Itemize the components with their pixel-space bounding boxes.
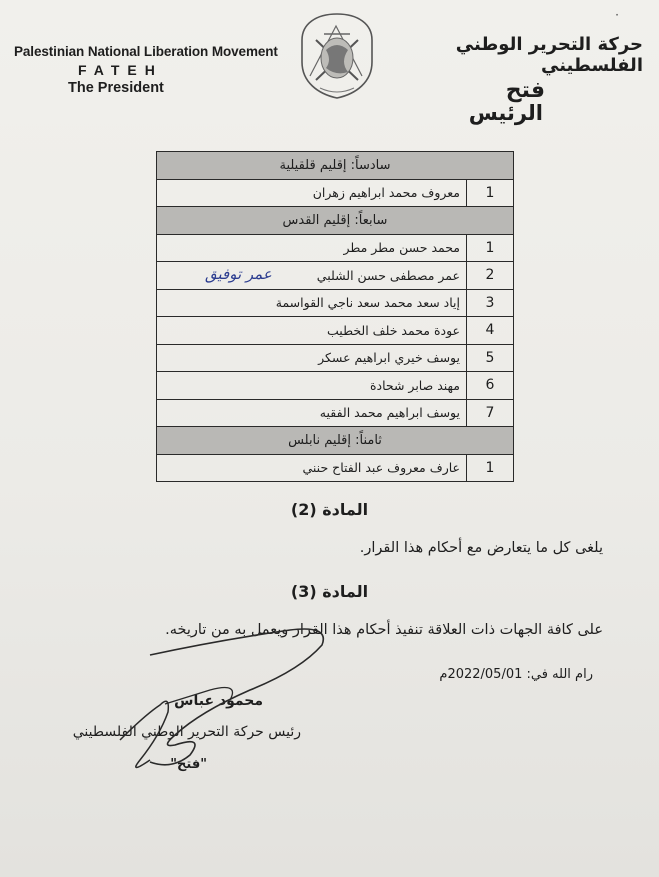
- section-header-row: [157, 152, 514, 180]
- section-header-row: [157, 427, 514, 455]
- signatory-title: رئيس حركة التحرير الوطني الفلسطيني: [72, 724, 301, 740]
- appointees-table: [156, 151, 514, 482]
- corner-mark: ·: [615, 8, 619, 22]
- table-row: [157, 372, 514, 400]
- row-number: 1: [467, 454, 514, 482]
- person-name: يوسف خيري ابراهيم عسكر: [157, 344, 467, 372]
- person-name-with-note: [157, 262, 467, 290]
- fateh-english: FATEH: [78, 62, 163, 78]
- fateh-arabic: فتح: [505, 78, 545, 103]
- signatory-party: "فتح": [170, 757, 207, 772]
- row-number: 6: [467, 372, 514, 400]
- section-title-jerusalem: سابعاً: إقليم القدس: [157, 207, 514, 235]
- person-name: عودة محمد خلف الخطيب: [157, 317, 467, 345]
- table-row: [157, 234, 514, 262]
- section-title-nablus: ثامناً: إقليم نابلس: [157, 427, 514, 455]
- person-name: معروف محمد ابراهيم زهران: [157, 179, 467, 207]
- table-row: [157, 399, 514, 427]
- person-name: عارف معروف عبد الفتاح حنني: [157, 454, 467, 482]
- row-number: 2: [467, 262, 514, 290]
- table-row: [157, 262, 514, 290]
- letterhead-arabic: [353, 34, 643, 125]
- section-title-qalqilya: سادساً: إقليم قلقيلية: [157, 152, 514, 180]
- article-3-text: على كافة الجهات ذات العلاقة تنفيذ أحكام هذا القرار ويعمل به من تاريخه.: [165, 622, 603, 638]
- row-number: 1: [467, 234, 514, 262]
- president-arabic: الرئيس: [468, 101, 543, 125]
- table-row: [157, 344, 514, 372]
- table-row: [157, 454, 514, 482]
- row-number: 3: [467, 289, 514, 317]
- president-english: The President: [68, 80, 164, 96]
- person-name: مهند صابر شحادة: [157, 372, 467, 400]
- org-name-arabic: حركة التحرير الوطني الفلسطيني: [455, 34, 643, 76]
- row-number: 1: [467, 179, 514, 207]
- letterhead-english: [14, 44, 294, 96]
- person-name: إياد سعد محمد سعد ناجي القواسمة: [157, 289, 467, 317]
- signatory-name: محمود عباس: [174, 693, 263, 709]
- article-3-title: المادة (3): [290, 582, 369, 601]
- date-line: رام الله في: 2022/05/01م: [439, 667, 593, 682]
- table-row: [157, 179, 514, 207]
- article-2-title: المادة (2): [290, 500, 369, 519]
- row-number: 7: [467, 399, 514, 427]
- section-header-row: [157, 207, 514, 235]
- person-name: يوسف ابراهيم محمد الفقيه: [157, 399, 467, 427]
- person-name: عمر مصطفى حسن الشلبي: [316, 267, 460, 283]
- table-row: [157, 289, 514, 317]
- org-name-english: Palestinian National Liberation Movement: [14, 44, 278, 59]
- handwritten-note: عمر توفيق: [205, 265, 272, 283]
- table-row: [157, 317, 514, 345]
- article-2-text: يلغى كل ما يتعارض مع أحكام هذا القرار.: [359, 540, 603, 556]
- person-name: محمد حسن مطر مطر: [157, 234, 467, 262]
- row-number: 5: [467, 344, 514, 372]
- row-number: 4: [467, 317, 514, 345]
